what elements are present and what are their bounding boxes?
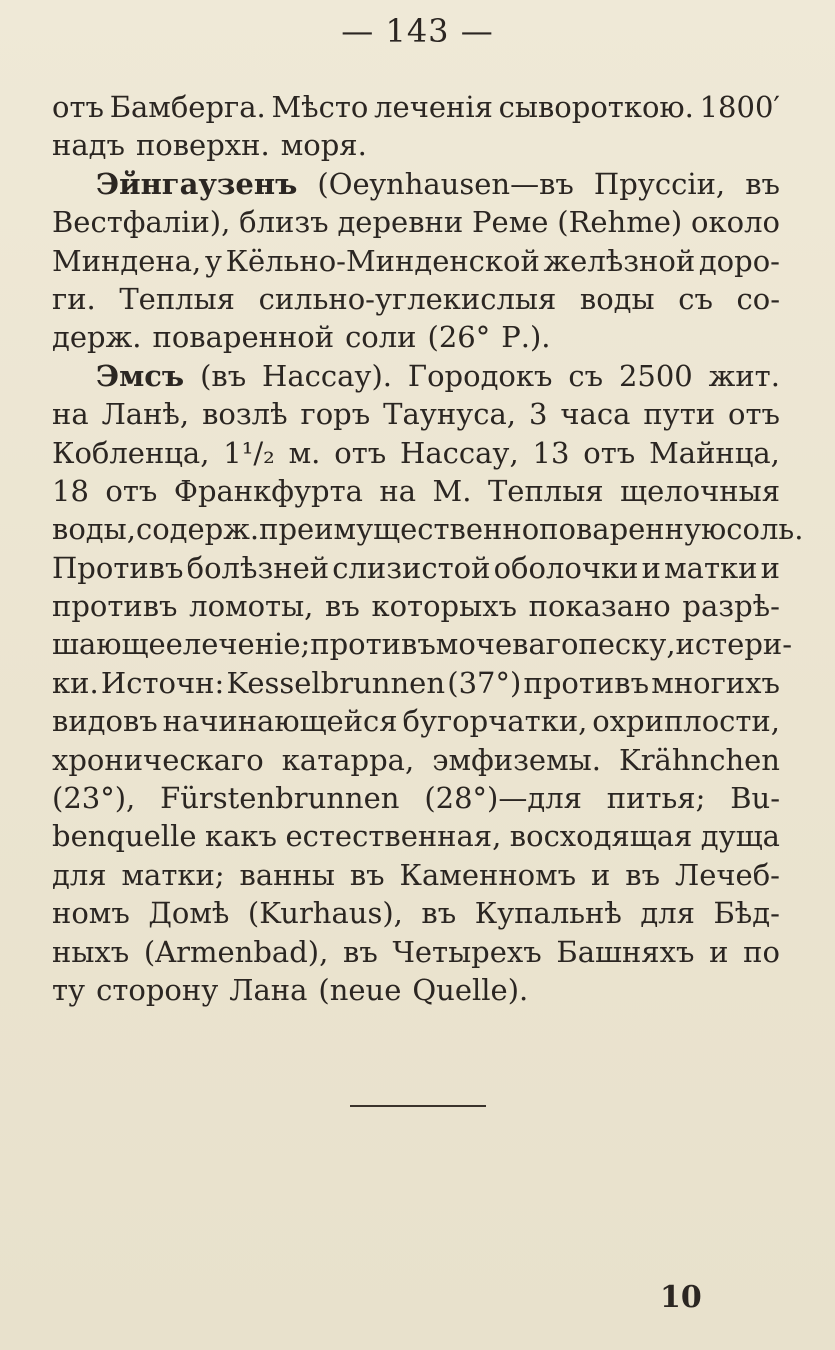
word: по (743, 934, 780, 969)
word: Источн: (100, 665, 225, 700)
word: въ (745, 166, 780, 201)
word: естественная, (285, 819, 502, 854)
word: противъ (310, 627, 436, 662)
word: въ (625, 857, 661, 892)
word: Fürstenbrunnen (160, 781, 400, 816)
text-line (52, 280, 780, 318)
word: слизистой (332, 550, 491, 585)
word: воды (579, 281, 655, 316)
word: (26° (427, 320, 491, 355)
word: начинающейся (162, 704, 398, 739)
word: на (52, 397, 89, 432)
word: матки (664, 550, 758, 585)
word: (neue (318, 972, 402, 1007)
text-line (52, 126, 780, 164)
word: номъ (52, 896, 130, 931)
text-line (52, 242, 780, 280)
word: надъ (52, 128, 125, 163)
word: ту (52, 972, 86, 1007)
word: Кобленца, (52, 435, 210, 470)
section-divider (350, 1105, 486, 1107)
word: М. (432, 473, 472, 508)
word: Нассау, (400, 435, 519, 470)
word: ги. (52, 281, 96, 316)
word: возлѣ (202, 397, 288, 432)
text-line (52, 472, 780, 510)
text-line (52, 625, 793, 663)
word: 1800′ (699, 90, 780, 124)
text-line (52, 395, 780, 433)
word: (Armenbad), (143, 934, 329, 969)
word: и (760, 550, 780, 585)
word: Миндена, (52, 243, 202, 278)
text-line (52, 664, 780, 702)
word: (Rehme) (557, 205, 683, 240)
word: сторону (96, 972, 219, 1007)
word: сильно-углекислыя (258, 281, 557, 316)
word: и (641, 550, 661, 585)
word: Эйнгаузенъ (96, 166, 298, 201)
word: отъ (105, 473, 158, 508)
word: щелочныя (620, 473, 780, 508)
signature-mark: 10 (660, 1280, 702, 1315)
word: Bu- (730, 781, 780, 816)
word: противъ (523, 665, 650, 700)
text-line (52, 971, 780, 1009)
word: 18 (52, 473, 89, 508)
word: ныхъ (52, 934, 130, 969)
page-number-header: — 143 — (341, 12, 494, 50)
word: отъ (52, 90, 104, 124)
word: сывороткою. (498, 90, 694, 124)
word: Противъ (52, 550, 184, 585)
word: Башняхъ (556, 934, 695, 969)
word: видовъ (52, 704, 158, 739)
text-line (52, 549, 780, 587)
word: въ (421, 896, 457, 931)
word: отъ (583, 435, 636, 470)
word: какъ (205, 819, 277, 854)
word: леченія (374, 90, 493, 124)
word: отъ (728, 397, 780, 432)
word: моря. (280, 128, 367, 163)
word: Лана (229, 972, 308, 1007)
word: около (691, 205, 780, 240)
word: Вестфаліи), (52, 205, 231, 240)
text-line (52, 510, 804, 548)
word: Купальнѣ (474, 896, 622, 931)
word: питья; (606, 781, 706, 816)
word: хроническаго (52, 742, 264, 777)
text-line (52, 817, 780, 855)
word: держ. (52, 320, 142, 355)
word: (Oeynhausen—въ (317, 166, 574, 201)
word: съ (678, 281, 713, 316)
word: восходящая (509, 819, 693, 854)
word: 3 (528, 397, 548, 432)
word: для (52, 857, 107, 892)
word: 2500 (618, 358, 693, 393)
word: Ланѣ, (101, 397, 190, 432)
word: поверхн. (135, 128, 270, 163)
word: содерж. (135, 512, 260, 547)
word: катарра, (281, 742, 415, 777)
word: 1¹/₂ (223, 435, 275, 470)
word: Четырехъ (392, 934, 542, 969)
word: Теплыя (487, 473, 604, 508)
word: Лечеб- (675, 857, 780, 892)
word: жит. (708, 358, 780, 393)
word: у (204, 243, 222, 278)
word: разрѣ- (682, 589, 780, 624)
word: доро- (698, 243, 780, 278)
text-line (52, 933, 780, 971)
word: желѣзной (543, 243, 696, 278)
word: Kesselbrunnen (226, 665, 446, 700)
word: въ (325, 589, 360, 624)
word: Пруссіи, (593, 166, 726, 201)
word: Городокъ (407, 358, 553, 393)
word: эмфиземы. (432, 742, 601, 777)
word: воды, (52, 512, 136, 547)
word: дуща (700, 819, 780, 854)
word: Майнца, (649, 435, 780, 470)
text-line (52, 318, 780, 356)
word: бугорчатки, (402, 704, 588, 739)
word: охриплости, (592, 704, 780, 739)
word: многихъ (651, 665, 780, 700)
word: отъ (334, 435, 387, 470)
word: (37°) (447, 665, 522, 700)
word: соли (345, 320, 417, 355)
word: Кёльно-Минденской (225, 243, 540, 278)
word: которыхъ (371, 589, 518, 624)
word: на (379, 473, 417, 508)
word: Бамберга. (109, 90, 266, 124)
word: шающее (52, 627, 183, 662)
word: м. (288, 435, 321, 470)
text-line (52, 434, 780, 472)
word: въ (349, 857, 385, 892)
word: съ (568, 358, 604, 393)
word: Теплыя (119, 281, 235, 316)
word: ломоты, (189, 589, 314, 624)
word: со- (736, 281, 780, 316)
word: и (709, 934, 729, 969)
word: Krähnchen (619, 742, 780, 777)
word: въ (343, 934, 378, 969)
word: (23°), (52, 781, 136, 816)
word: леченіе; (182, 627, 311, 662)
word: для (640, 896, 695, 931)
text-line (52, 779, 780, 817)
word: болѣзней (186, 550, 330, 585)
text-line (52, 203, 780, 241)
text-line (52, 88, 780, 126)
word: часа (560, 397, 631, 432)
text-line (52, 741, 780, 779)
word: истери- (675, 627, 793, 662)
word: Мѣсто (271, 90, 369, 124)
word: Нассау). (262, 358, 392, 393)
word: benquelle (52, 819, 197, 854)
word: Франкфурта (173, 473, 363, 508)
word: ванны (239, 857, 335, 892)
word: Р.). (501, 320, 551, 355)
word: (Kurhaus), (247, 896, 403, 931)
word: 13 (532, 435, 570, 470)
word: (въ (200, 358, 247, 393)
word: Эмсъ (96, 358, 185, 393)
word: горъ (300, 397, 371, 432)
word: матки; (121, 857, 225, 892)
word: поваренную (539, 512, 727, 547)
word: ки. (52, 665, 99, 700)
word: поваренной (152, 320, 335, 355)
word: Каменномъ (399, 857, 577, 892)
text-line (52, 165, 780, 203)
word: Quelle). (412, 972, 529, 1007)
word: и (591, 857, 611, 892)
text-line (52, 357, 780, 395)
word: оболочки (493, 550, 639, 585)
word: противъ (52, 589, 178, 624)
text-line (52, 856, 780, 894)
word: показано (528, 589, 671, 624)
word: близъ (239, 205, 329, 240)
word: соль. (726, 512, 804, 547)
word: Домѣ (148, 896, 230, 931)
word: пути (643, 397, 716, 432)
word: (28°)—для (424, 781, 582, 816)
body-text (52, 88, 804, 1009)
word: преимущественно (259, 512, 540, 547)
text-line (52, 894, 780, 932)
word: деревни (337, 205, 464, 240)
word: Таунуса, (383, 397, 516, 432)
word: песку, (578, 627, 676, 662)
word: Реме (472, 205, 549, 240)
text-line (52, 702, 780, 740)
text-line (52, 587, 780, 625)
word: Бѣд- (713, 896, 780, 931)
word: мочеваго (435, 627, 579, 662)
